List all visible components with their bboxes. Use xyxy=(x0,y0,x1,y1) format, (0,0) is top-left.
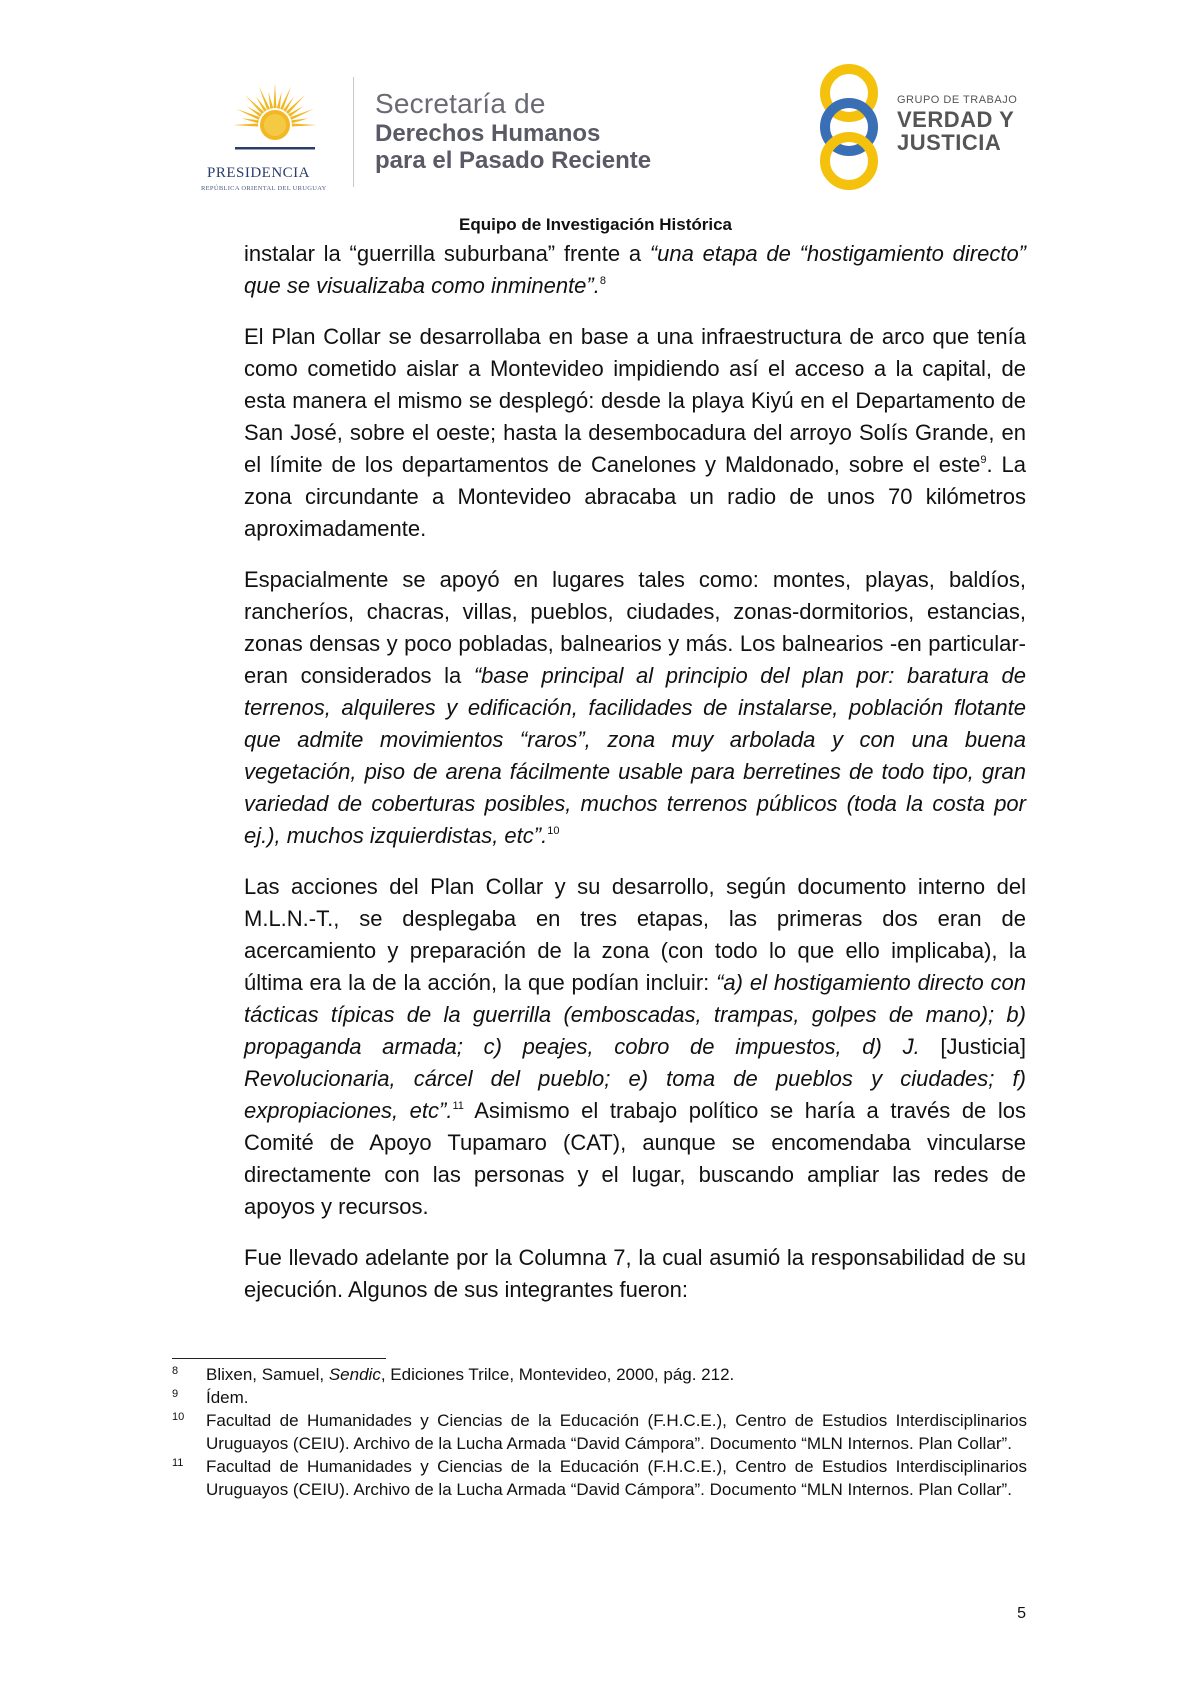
footnote-text-part: , Ediciones Trilce, Montevideo, 2000, pág. 212. xyxy=(380,1365,735,1384)
sun-ray-icon xyxy=(277,92,282,109)
sun-ray-icon xyxy=(292,124,317,127)
footnotes xyxy=(172,1363,1027,1501)
sun-emblem-icon xyxy=(230,77,320,163)
footnote-10 xyxy=(172,1409,1027,1455)
sun-ray-icon xyxy=(291,118,308,123)
paragraph-4-bracket: [Justicia] xyxy=(919,1034,1027,1059)
footnote-number: 8 xyxy=(172,1365,179,1377)
paragraph-4-quote-2: Revolucionaria, cárcel del pueblo; e) toma de pueblos y ciudades; f) expropiaciones, etc”. xyxy=(244,1066,1026,1123)
footnote-text-part: Blixen, Samuel, xyxy=(206,1365,329,1384)
presidencia-subtitle: REPÚBLICA ORIENTAL DEL URUGUAY xyxy=(201,185,327,192)
sun-ray-icon xyxy=(280,86,291,110)
paragraph-4-text: Las acciones del Plan Collar y su desarrollo, según documento interno del M.L.N.-T., se desplegaba en tres etapas, las primeras dos eran de acercamiento y preparación de la zona (con todo lo que ello implicaba), la última era la de la acción, la que podían incluir: xyxy=(244,874,1026,995)
footnote-11 xyxy=(172,1455,1027,1501)
paragraph-3-quote: “base principal al principio del plan por: baratura de terrenos, alquileres y edificación, facilidades de instalarse, población flotante que admite movimientos “raros”, zona muy arbolada y con una buena vegetación, piso de arena fácilmente usable para berretines de todo tipo, gran variedad de coberturas posibles, muchos terrenos públicos (toda la costa por ej.), muchos izquierdistas, etc”. xyxy=(244,663,1026,848)
paragraph-5-text: Fue llevado adelante por la Columna 7, la cual asumió la responsabilidad de su ejecución. Algunos de sus integrantes fueron: xyxy=(244,1245,1026,1302)
grupo-line-3: JUSTICIA xyxy=(897,130,1002,155)
sun-ray-icon xyxy=(274,83,277,108)
paragraph-2-text: El Plan Collar se desarrollaba en base a una infraestructura de arco que tenía como cometido aislar a Montevideo impidiendo así el acceso a la capital, de esta manera el mismo se desplegó: desde la playa Kiyú en el Departamento de San José, sobre el oeste; hasta la desembocadura del arroyo Solís Grande, en el límite de los departamentos de Canelones y Maldonado, sobre el este xyxy=(244,324,1026,477)
presidencia-logo xyxy=(195,77,355,192)
sun-ray-icon xyxy=(259,86,270,110)
secretaria-line-3: para el Pasado Reciente xyxy=(375,147,652,174)
footnote-ref-10[interactable]: 10 xyxy=(547,825,560,837)
footnote-text: Ídem. xyxy=(206,1388,249,1407)
page-header xyxy=(195,55,1025,205)
paragraph-3 xyxy=(244,564,1026,852)
sun-ray-icon xyxy=(242,118,259,123)
paragraph-2 xyxy=(244,321,1026,545)
grupo-line-1: GRUPO DE TRABAJO xyxy=(897,94,1018,106)
secretaria-line-2: Derechos Humanos xyxy=(375,120,601,147)
page-number: 5 xyxy=(1017,1605,1026,1622)
footnote-number: 11 xyxy=(172,1457,184,1469)
grupo-line-2: VERDAD Y xyxy=(897,107,1015,132)
paragraph-1 xyxy=(244,238,1026,302)
footnote-separator xyxy=(172,1358,386,1359)
secretaria-logo xyxy=(375,90,651,173)
footnote-number: 9 xyxy=(172,1388,179,1400)
paragraph-5 xyxy=(244,1242,1026,1306)
body-text xyxy=(244,238,1026,1306)
footnote-ref-9[interactable]: 9 xyxy=(980,454,987,466)
sun-ray-icon xyxy=(268,92,273,109)
paragraph-4-quote-1: “a) el hostigamiento directo con tácticas típicas de la guerrilla (emboscadas, trampas, golpes de mano); b) propaganda armada; c) peajes, cobro de impuestos, d) J. xyxy=(244,970,1027,1059)
paragraph-2-text-end: . La zona circundante a Montevideo abracaba un radio de unos 70 kilómetros aproximadamente. xyxy=(244,452,1026,541)
paragraph-3-text: Espacialmente se apoyó en lugares tales como: montes, playas, baldíos, rancheríos, chacras, villas, pueblos, ciudades, zonas-dormitorios, estancias, zonas densas y poco pobladas, balnearios y más. Los balnearios -en particular- eran considerados la xyxy=(244,567,1026,688)
sun-ray-icon xyxy=(290,109,314,120)
team-title: Equipo de Investigación Histórica xyxy=(459,215,732,234)
footnote-text: Facultad de Humanidades y Ciencias de la Educación (F.H.C.E.), Centro de Estudios Interdisciplinarios Uruguayos (CEIU). Archivo de la Lucha Armada “David Cámpora”. Documento “MLN Internos. Plan Collar”. xyxy=(206,1457,1027,1499)
paragraph-4-text-end: Asimismo el trabajo político se haría a través de los Comité de Apoyo Tupamaro (CAT), aunque se encomendaba vincularse directamente con las personas y el lugar, buscando ampliar las redes de apoyos y recursos. xyxy=(244,1098,1026,1219)
footnote-text: Facultad de Humanidades y Ciencias de la Educación (F.H.C.E.), Centro de Estudios Interdisciplinarios Uruguayos (CEIU). Archivo de la Lucha Armada “David Cámpora”. Documento “MLN Internos. Plan Collar”. xyxy=(206,1411,1027,1453)
footnote-9 xyxy=(172,1386,1027,1409)
header-divider xyxy=(353,77,354,187)
sun-ray-icon xyxy=(233,124,258,127)
footnote-ref-11[interactable]: 11 xyxy=(452,1100,464,1112)
paragraph-4 xyxy=(244,871,1026,1223)
footnote-ref-8[interactable]: 8 xyxy=(599,275,606,287)
secretaria-line-1: Secretaría de xyxy=(375,88,546,119)
footnote-text xyxy=(206,1363,1027,1386)
paragraph-1-quote: “una etapa de “hostigamiento directo” que se visualizaba como inminente”. xyxy=(244,241,1027,298)
presidencia-name: PRESIDENCIA xyxy=(207,165,311,181)
grupo-text xyxy=(897,95,1017,154)
sun-ray-icon xyxy=(236,109,260,120)
footnote-title: Sendic xyxy=(328,1365,381,1384)
footnote-number: 10 xyxy=(172,1411,185,1423)
linked-rings-icon xyxy=(815,63,895,193)
footnote-8 xyxy=(172,1363,1027,1386)
grupo-verdad-justicia-logo xyxy=(815,63,1045,193)
paragraph-1-text: instalar la “guerrilla suburbana” frente a xyxy=(244,241,650,266)
